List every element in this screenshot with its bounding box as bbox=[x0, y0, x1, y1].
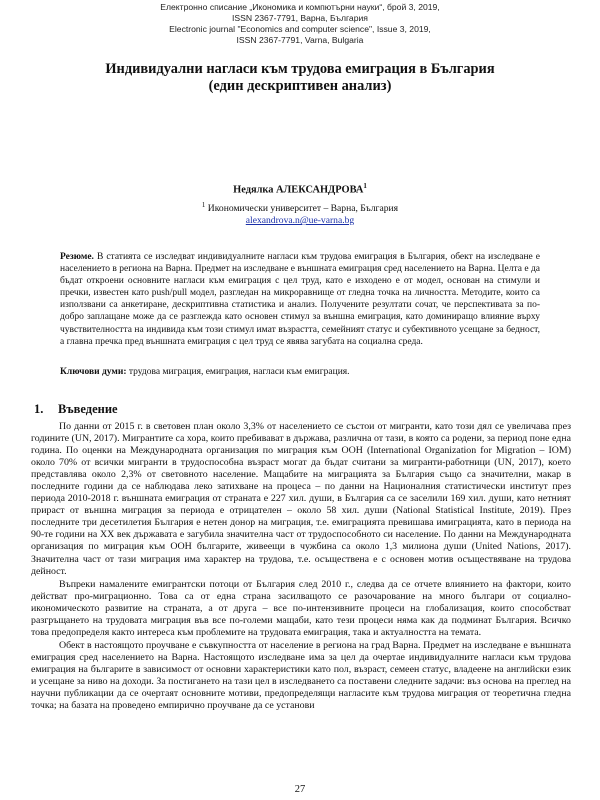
abstract bbox=[60, 251, 540, 348]
keywords-label: Ключови думи: bbox=[60, 367, 127, 377]
body-text bbox=[31, 421, 571, 712]
author-name: Недялка АЛЕКСАНДРОВА bbox=[233, 184, 364, 196]
author-affiliation bbox=[0, 199, 600, 227]
header-line-en-issn: ISSN 2367-7791, Varna, Bulgaria bbox=[236, 35, 364, 45]
journal-header bbox=[0, 2, 600, 46]
author-email-link[interactable]: alexandrova.n@ue-varna.bg bbox=[245, 215, 355, 227]
section-heading bbox=[34, 402, 118, 417]
page-number: 27 bbox=[294, 784, 306, 795]
author-line bbox=[0, 182, 600, 195]
body-paragraph-2: Въпреки намалените емигрантски потоци от България след 2010 г., следва да се отчете влиянието на фактори, които действат про-миграционно. Това са от една страна засилващото се разочарование на много българи от социално-икономическото развитие на страната, а от друга – все по-интензивните процеси на глобализация, които способстват разгръщането на трудовата миграция във все по-големи мащаби, като тези процеси няма как да подминат България. Всичко това предопределя както интереса към проблемите на трудовата емиграция, така и актуалността на темата. bbox=[31, 578, 571, 638]
header-line-en-journal: Electronic journal "Economics and computer science", Issue 3, 2019, bbox=[169, 24, 431, 34]
title-line-1: Индивидуални нагласи към трудова емиграция в България bbox=[105, 61, 495, 77]
abstract-text: В статията се изследват индивидуалните нагласи към трудова емиграция в България, обект на изследване е населението в региона на Варна. Предмет на изследване е външната емиграция сред населението на Варна. Целта е да бъдат откроени основните нагласи към емиграция с цел труд, като е изходено е от модел, основан на стимули и пречки, известен като push/pull модел, разгледан на микроравнище от гледна точка на личността. Методите, които са използвани са анкетиране, дескриптивна статистика и анализ. Получените резултати сочат, че перспективата за по-добро заплащане може да се разглежда като основен стимул за външна емиграция, като доминиращо влияние върху чувствителността на индивида към този стимул имат възрастта, семейният статус и субективното усещане за бедност, а главна пречка пред външната емиграция с цел труд се явява загубата на социална среда. bbox=[60, 252, 541, 347]
keywords-text: трудова миграция, емиграция, нагласи към емиграция. bbox=[128, 367, 350, 377]
section-title: Въведение bbox=[58, 402, 118, 416]
paper-title bbox=[20, 61, 580, 95]
abstract-label: Резюме. bbox=[60, 252, 94, 262]
header-line-bg-journal: Електронно списание „Икономика и компютърни науки“, брой 3, 2019, bbox=[160, 2, 440, 12]
body-paragraph-3: Обект в настоящото проучване е съвкупността от население в региона на град Варна. Предмет на изследване е външната емиграция сред населението на Варна. Настоящото изследване има за цел да очертае индивидуалните нагласи към трудова емиграция на българите в зависимост от основни характеристики като пол, възраст, семеен статус, владеене на английски език и усещане за ниво на доходи. За постигането на тази цел в изследването са поставени следните задачи: въз основа на преглед на научни публикации да се очертаят основните мотиви, предопределящи нагласите към трудова миграция от теоретична гледна точка; на базата на проведено емпирично проучване да се установи bbox=[31, 639, 571, 712]
title-line-2: (един дескриптивен анализ) bbox=[208, 78, 392, 94]
affiliation-text: Икономически университет – Варна, България bbox=[207, 203, 399, 215]
affiliation-marker: 1 bbox=[201, 201, 206, 209]
section-number: 1. bbox=[34, 402, 44, 416]
author-marker: 1 bbox=[363, 182, 367, 190]
header-line-bg-issn: ISSN 2367-7791, Варна, България bbox=[232, 13, 368, 23]
body-paragraph-1: По данни от 2015 г. в световен план около 3,3% от населението се състои от мигранти, като този дял се увеличава през годините (UN, 2017). Мигрантите са хора, които пребивават в държава, различна от тази, в която са родени, за период поне една година. По оценки на Международната организация по миграция към ООН (International Organization for Migration – IOM) около 70% от всички мигранти в трудоспособна възраст могат да бъдат считани за мигранти-работници (UN, 2017), което представлява около 2,3% от световното население. Мащабите на миграцията за България също са значителни, макар в последните години да се наблюдава леко затихване на процеса – по данни на Националния статистически институт през периода 2010-2018 г. външната емиграция от страната е 227 хил. души, в България са се заселили 169 хил. души, като нетният прираст от външна миграция за периода е отрицателен – около 58 хил. души (National Statistical Institute, 2019). През последните три десетилетия България е нетен донор на миграция, т.е. емиграцията превишава имиграцията, като в периода на 90-те години на XX век държавата е загубила значителна част от трудоспособното си население. По данни на Международната организация по миграция към ООН българите, живеещи в чужбина са около 1,3 милиона души (United Nations, 2017). Значителна част от тази миграция има характер на трудова, т.е. осъществена е с основен мотив осъществяване на трудова дейност. bbox=[31, 421, 571, 577]
keywords bbox=[60, 366, 540, 378]
